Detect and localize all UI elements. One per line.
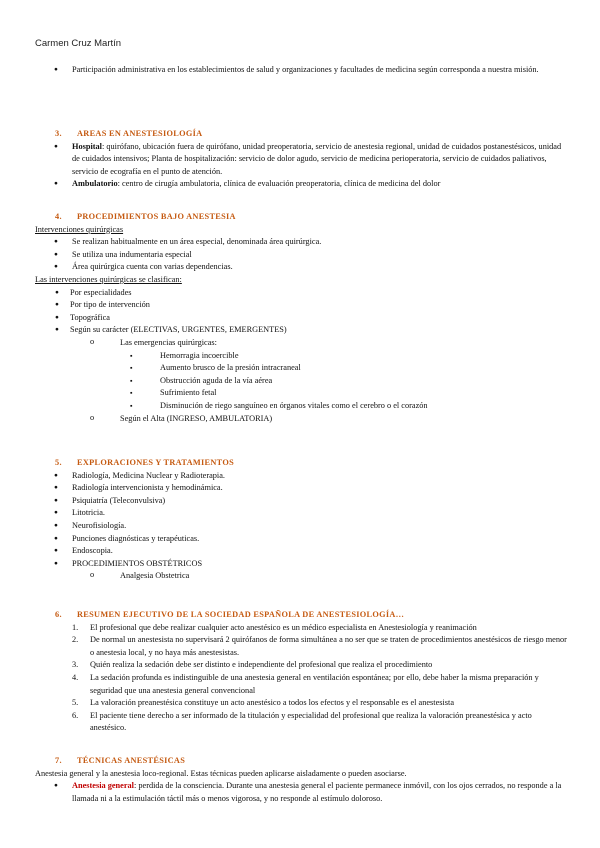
- list-item: ● Hospital: quirófano, ubicación fuera de quirófano, unidad preoperatoria, servicio de anestesia regional, unidad de cuidados postanestésicos, unidad de cuidados intensivos; Planta de hospitalización: servicio de dolor agudo, servicio de medicina perioperatoria, servicio de cuidados paliativos, servicio de ecografía en el punto de atención.: [35, 141, 570, 179]
- numbered-item: 4. La sedación profunda es indistinguible de una anestesia general en ventilación espontánea; por ello, debe haber la misma preparación y seguridad que una anestesia general convencional: [72, 672, 539, 695]
- section-heading: 7. TÉCNICAS ANESTÉSICAS: [55, 756, 186, 765]
- section-heading: 3. AREAS EN ANESTESIOLOGÍA: [55, 129, 203, 138]
- numbered-item: 5. La valoración preanestésica constituye un acto anestésico a todos los efectos y el responsable es el anestesista: [72, 698, 455, 708]
- section-3: [35, 128, 570, 191]
- list-item: ● PROCEDIMIENTOS OBSTÉTRICOS: [35, 558, 570, 571]
- numbered-item: 6. El paciente tiene derecho a ser informado de la titulación y especialidad del profesional que realiza la valoración preanestésica y acto anestésico.: [72, 710, 532, 733]
- list-item: o Las emergencias quirúrgicas:: [35, 337, 570, 350]
- list-item: ● Neurofisiología.: [35, 520, 570, 533]
- list-item: o Analgesia Obstetrica: [35, 570, 570, 583]
- section-7: [35, 755, 570, 805]
- list-item: ▪ Obstrucción aguda de la vía aérea: [35, 375, 570, 388]
- list-item: ▪ Hemorragia incoercible: [35, 350, 570, 363]
- list-item: ● Participación administrativa en los establecimientos de salud y organizaciones y facultades de medicina según corresponda a nuestra misión.: [35, 64, 570, 77]
- list-item: ● Litotricia.: [35, 507, 570, 520]
- list-item: ● Por tipo de intervención: [35, 299, 570, 312]
- list-item: ● Radiología, Medicina Nuclear y Radioterapia.: [35, 470, 570, 483]
- list-item: ● Área quirúrgica cuenta con varias dependencias.: [35, 261, 570, 274]
- list-item: o Según el Alta (INGRESO, AMBULATORIA): [35, 413, 570, 426]
- list-item: ▪ Disminución de riego sanguíneo en órganos vitales como el cerebro o el corazón: [35, 400, 570, 413]
- section-6: [35, 609, 570, 735]
- list-item: ● Según su carácter (ELECTIVAS, URGENTES, EMERGENTES): [35, 324, 570, 337]
- numbered-item: 3. Quién realiza la sedación debe ser distinto e independiente del profesional que realiza el procedimiento: [72, 660, 433, 670]
- subheading: Las intervenciones quirúrgicas se clasifican:: [35, 274, 182, 284]
- list-item: ● Endoscopia.: [35, 545, 570, 558]
- subheading: Intervenciones quirúrgicas: [35, 224, 124, 234]
- list-item: ● Ambulatorio: centro de cirugía ambulatoria, clínica de evaluación preoperatoria, clínica de medicina del dolor: [35, 178, 570, 191]
- list-item: ● Punciones diagnósticas y terapéuticas.: [35, 533, 570, 546]
- list-item: ● Anestesia general: perdida de la consciencia. Durante una anestesia general el paciente permanece inmóvil, con los ojos cerrados, no responde a la llamada ni a la estimulación táctil más o menos vigorosa, y no responde al estímulo doloroso.: [35, 780, 570, 805]
- list-item: ● Se utiliza una indumentaria especial: [35, 249, 570, 262]
- section-5: [35, 457, 570, 583]
- list-item: ● Topográfica: [35, 312, 570, 325]
- list-item: ● Radiología intervencionista y hemodinámica.: [35, 482, 570, 495]
- section-4: [35, 211, 570, 425]
- section-heading: 4. PROCEDIMIENTOS BAJO ANESTESIA: [55, 212, 236, 221]
- section-heading: 6. RESUMEN EJECUTIVO DE LA SOCIEDAD ESPAÑOLA DE ANESTESIOLOGÍA…: [55, 610, 405, 619]
- list-item: ▪ Aumento brusco de la presión intracraneal: [35, 362, 570, 375]
- list-item: ▪ Sufrimiento fetal: [35, 387, 570, 400]
- numbered-item: 2. De normal un anestesista no supervisará 2 quirófanos de forma simultánea a no ser que se traten de procedimientos anestésicos de riesgo menor o anestesia local, y no haya más anestesistas.: [72, 635, 567, 657]
- section-heading: 5. EXPLORACIONES Y TRATAMIENTOS: [55, 458, 235, 467]
- list-item: ● Por especialidades: [35, 287, 570, 300]
- paragraph: Anestesia general y la anestesia loco-regional. Estas técnicas pueden aplicarse aisladamente o pueden asociarse.: [35, 768, 407, 778]
- list-item: ● Psiquiatría (Teleconvulsiva): [35, 495, 570, 508]
- numbered-item: 1. El profesional que debe realizar cualquier acto anestésico es un médico especialista en Anestesiología y reanimación: [72, 622, 477, 632]
- intro-block: [35, 64, 570, 77]
- author-name: Carmen Cruz Martín: [35, 38, 122, 49]
- list-item: ● Se realizan habitualmente en un área especial, denominada área quirúrgica.: [35, 236, 570, 249]
